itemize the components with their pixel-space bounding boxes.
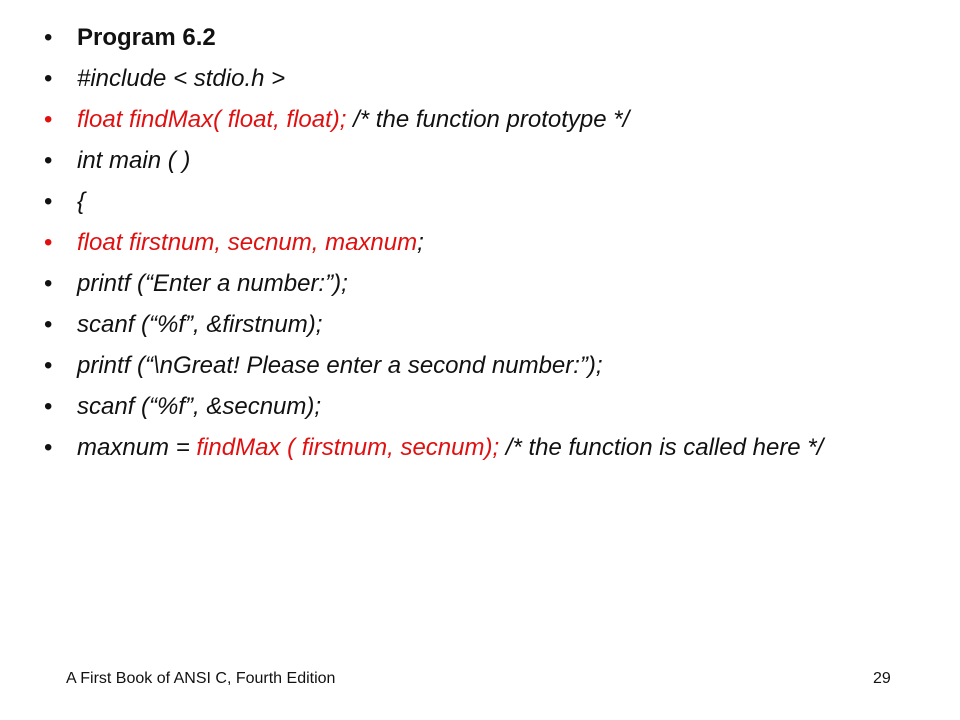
main-line: int main ( ) <box>77 147 191 174</box>
scanf-line-1: scanf (“%f”, &firstnum); <box>77 311 323 338</box>
prototype-line <box>77 106 629 133</box>
bullet-scanf-2 <box>44 393 924 421</box>
open-brace-line: { <box>77 188 86 215</box>
bullet-marker: • <box>44 270 53 297</box>
prototype-comment: /* the function prototype */ <box>346 106 630 133</box>
bullet-marker: • <box>44 393 53 420</box>
bullet-marker: • <box>44 106 53 133</box>
bullet-printf-1 <box>44 270 924 298</box>
declarations-line <box>77 229 424 256</box>
bullet-marker: • <box>44 188 53 215</box>
footer-book-title: A First Book of ANSI C, Fourth Edition <box>66 670 336 687</box>
bullet-scanf-1 <box>44 311 924 339</box>
bullet-prototype <box>44 106 924 134</box>
bullet-main <box>44 147 924 175</box>
assignment-target: maxnum = <box>77 434 197 461</box>
function-call-code: findMax ( firstnum, secnum); <box>196 434 500 461</box>
declarations-code: float firstnum, secnum, maxnum <box>77 229 418 256</box>
bullet-printf-2 <box>44 352 924 380</box>
function-call-line <box>77 434 823 461</box>
program-title: Program 6.2 <box>77 24 216 51</box>
bullet-declarations <box>44 229 924 257</box>
scanf-line-2: scanf (“%f”, &secnum); <box>77 393 322 420</box>
bullet-marker: • <box>44 434 53 461</box>
bullet-marker: • <box>44 229 53 256</box>
declarations-semicolon: ; <box>417 229 424 256</box>
function-call-comment: /* the function is called here */ <box>499 434 824 461</box>
bullet-marker: • <box>44 65 53 92</box>
printf-line-2: printf (“\nGreat! Please enter a second number:”); <box>77 352 603 379</box>
bullet-marker: • <box>44 352 53 379</box>
bullet-marker: • <box>44 147 53 174</box>
include-line: #include < stdio.h > <box>77 65 286 92</box>
bullet-function-call <box>44 434 924 462</box>
bullet-include <box>44 65 924 93</box>
bullet-marker: • <box>44 24 53 51</box>
printf-line-1: printf (“Enter a number:”); <box>77 270 348 297</box>
prototype-code: float findMax( float, float); <box>77 106 347 133</box>
footer-page-number: 29 <box>873 670 891 687</box>
bullet-program-title <box>44 24 924 52</box>
code-bullet-list <box>44 24 924 475</box>
bullet-open-brace <box>44 188 924 216</box>
bullet-marker: • <box>44 311 53 338</box>
